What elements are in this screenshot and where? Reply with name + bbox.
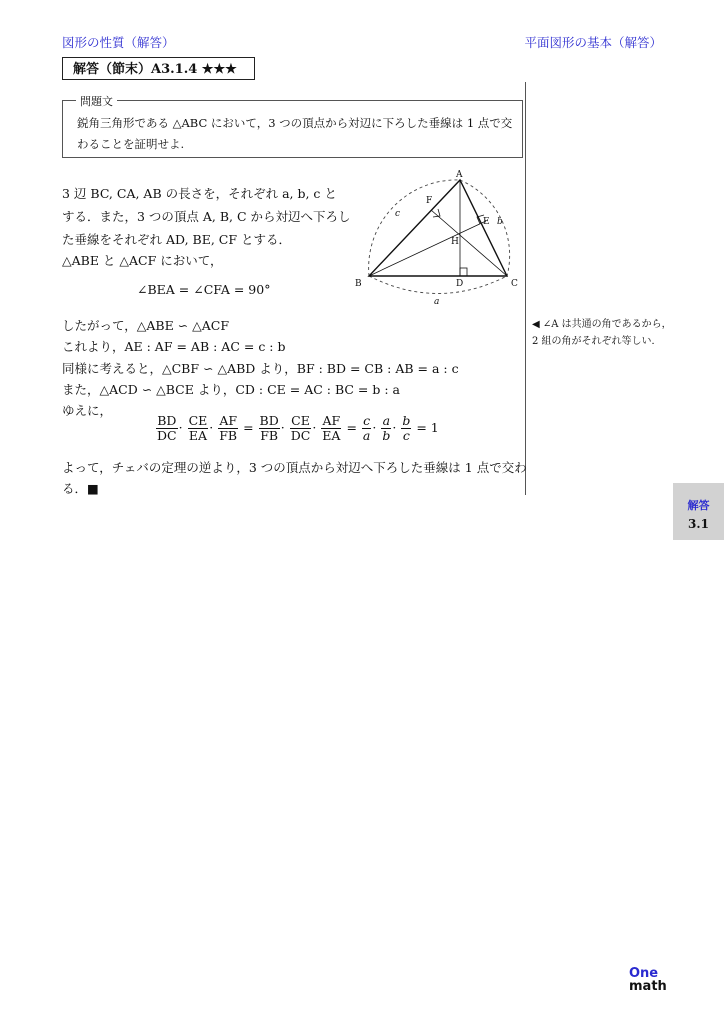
logo-one: One: [629, 966, 659, 981]
ceva-equation: $\frac{BD}{DC}$ · $\frac{CE}{EA}$ · $\frac{AF}{FB}$ = $\frac{BD}{FB}$ · $\frac{CE}{DC}$ · $\frac{AF}{EA}$ = $\frac{c}{a}$ · $\frac{a}{b}$ · $\frac{b}{c}$ = 1: [157, 413, 439, 443]
chapter-tab-number: 3.1: [688, 517, 709, 531]
label-H: H: [451, 237, 459, 247]
margin-divider: [525, 82, 526, 495]
label-b: b: [497, 217, 503, 227]
onemath-logo: [629, 967, 667, 993]
solution-line-4: △ABE と △ACF において，: [62, 253, 223, 268]
label-E: E: [483, 217, 490, 227]
frac-c-a: $\frac{c}{a}$: [362, 413, 371, 443]
frac-ce-dc: $\frac{CE}{DC}$: [290, 413, 311, 443]
frac-bd-dc: $\frac{BD}{DC}$: [157, 413, 177, 443]
solution-line-10: よって，チェバの定理の逆より，3 つの頂点から対辺へ下ろした垂線は 1 点で交わ: [62, 460, 527, 475]
side-note: [532, 316, 672, 350]
chapter-tab-label: 解答: [687, 499, 710, 512]
solution-line-1: 3 辺 BC, CA, AB の長さを，それぞれ a, b, c と: [62, 186, 337, 201]
solution-line-5: したがって，△ABE ∽ △ACF: [62, 318, 229, 333]
side-note-line-1: ◀ ∠A は共通の角であるから，: [532, 319, 672, 330]
label-B: B: [355, 279, 362, 289]
label-D: D: [456, 279, 464, 289]
frac-bd-fb: $\frac{BD}{FB}$: [259, 413, 279, 443]
solution-line-2: する．また，3 つの頂点 A, B, C から対辺へ下ろし: [62, 209, 351, 224]
chapter-tab: [673, 483, 724, 540]
frac-af-fb: $\frac{AF}{FB}$: [219, 413, 238, 443]
label-A: A: [456, 170, 463, 180]
frac-a-b: $\frac{a}{b}$: [382, 413, 391, 443]
label-c: c: [395, 209, 401, 219]
angle-equation: ∠BEA = ∠CFA = 90°: [137, 282, 271, 297]
logo-math: math: [629, 979, 667, 994]
triangle-diagram: [350, 166, 525, 311]
section-label: 解答（節末）A3.1.4 ★★★: [62, 57, 255, 80]
frac-b-c: $\frac{b}{c}$: [402, 413, 411, 443]
header-right-title: 平面図形の基本（解答）: [524, 35, 662, 50]
label-C: C: [511, 279, 518, 289]
problem-text: 鋭角三角形である △ABC において，3 つの頂点から対辺に下ろした垂線は 1 点で交わることを証明せよ.: [77, 116, 513, 151]
solution-line-7: 同様に考えると，△CBF ∽ △ABD より，BF : BD = CB : AB = a : c: [62, 361, 459, 376]
frac-ce-ea: $\frac{CE}{EA}$: [188, 413, 208, 443]
solution-line-3: た垂線をそれぞれ AD, BE, CF とする．: [62, 232, 291, 247]
solution-line-11: る．■: [62, 481, 99, 496]
solution-line-8: また，△ACD ∽ △BCE より，CD : CE = AC : BC = b : a: [62, 382, 400, 397]
solution-line-6: これより，AE : AF = AB : AC = c : b: [62, 339, 286, 354]
header-left-title: 図形の性質（解答）: [62, 35, 175, 50]
solution-line-9: ゆえに，: [62, 403, 113, 418]
label-a: a: [434, 297, 440, 307]
equation-result: 1: [430, 420, 439, 435]
frac-af-ea: $\frac{AF}{EA}$: [322, 413, 341, 443]
side-note-line-2: 2 組の角がそれぞれ等しい．: [532, 336, 662, 347]
label-F: F: [426, 196, 433, 206]
problem-title: 問題文: [76, 93, 117, 109]
